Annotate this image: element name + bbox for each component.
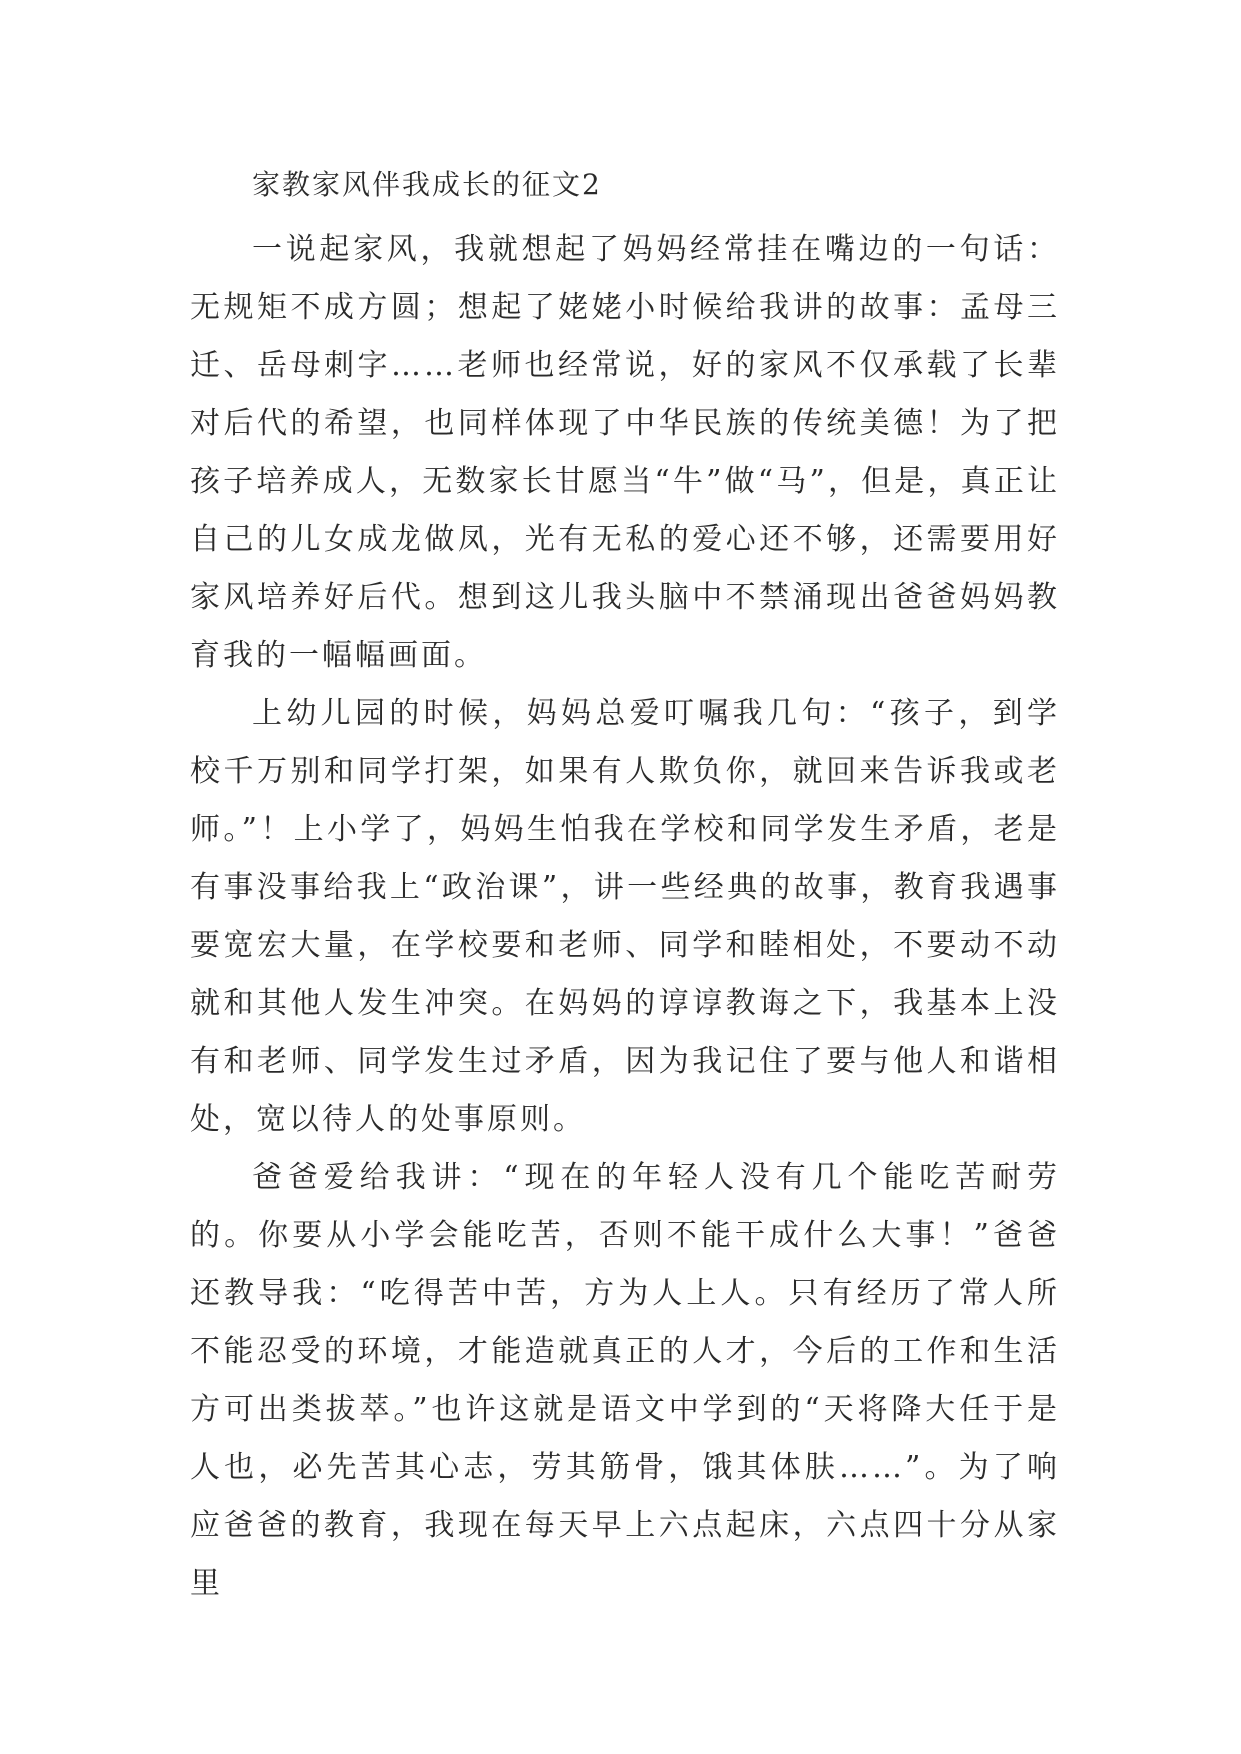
document-body [190, 165, 1060, 1613]
document-title: 家教家风伴我成长的征文2 [252, 168, 602, 201]
paragraph-3: 爸爸爱给我讲：“现在的年轻人没有几个能吃苦耐劳的。你要从小学会能吃苦，否则不能干成什么大事！”爸爸还教导我：“吃得苦中苦，方为人上人。只有经历了常人所不能忍受的环境，才能造就真正的人才，今后的工作和生活方可出类拔萃。”也许这就是语文中学到的“天将降大任于是人也，必先苦其心志，劳其筋骨，饿其体肤……”。为了响应爸爸的教育，我现在每天早上六点起床，六点四十分从家里 [190, 1160, 1060, 1601]
paragraph-1: 一说起家风，我就想起了妈妈经常挂在嘴边的一句话：无规矩不成方圆；想起了姥姥小时候给我讲的故事：孟母三迁、岳母刺字……老师也经常说，好的家风不仅承载了长辈对后代的希望，也同样体现了中华民族的传统美德！为了把孩子培养成人，无数家长甘愿当“牛”做“马”，但是，真正让自己的儿女成龙做凤，光有无私的爱心还不够，还需要用好家风培养好后代。想到这儿我头脑中不禁涌现出爸爸妈妈教育我的一幅幅画面。 [190, 232, 1060, 673]
paragraph-2: 上幼儿园的时候，妈妈总爱叮嘱我几句：“孩子，到学校千万别和同学打架，如果有人欺负你，就回来告诉我或老师。”！上小学了，妈妈生怕我在学校和同学发生矛盾，老是有事没事给我上“政治课”，讲一些经典的故事，教育我遇事要宽宏大量，在学校要和老师、同学和睦相处，不要动不动就和其他人发生冲突。在妈妈的谆谆教诲之下，我基本上没有和老师、同学发生过矛盾，因为我记住了要与他人和谐相处，宽以待人的处事原则。 [190, 696, 1060, 1137]
